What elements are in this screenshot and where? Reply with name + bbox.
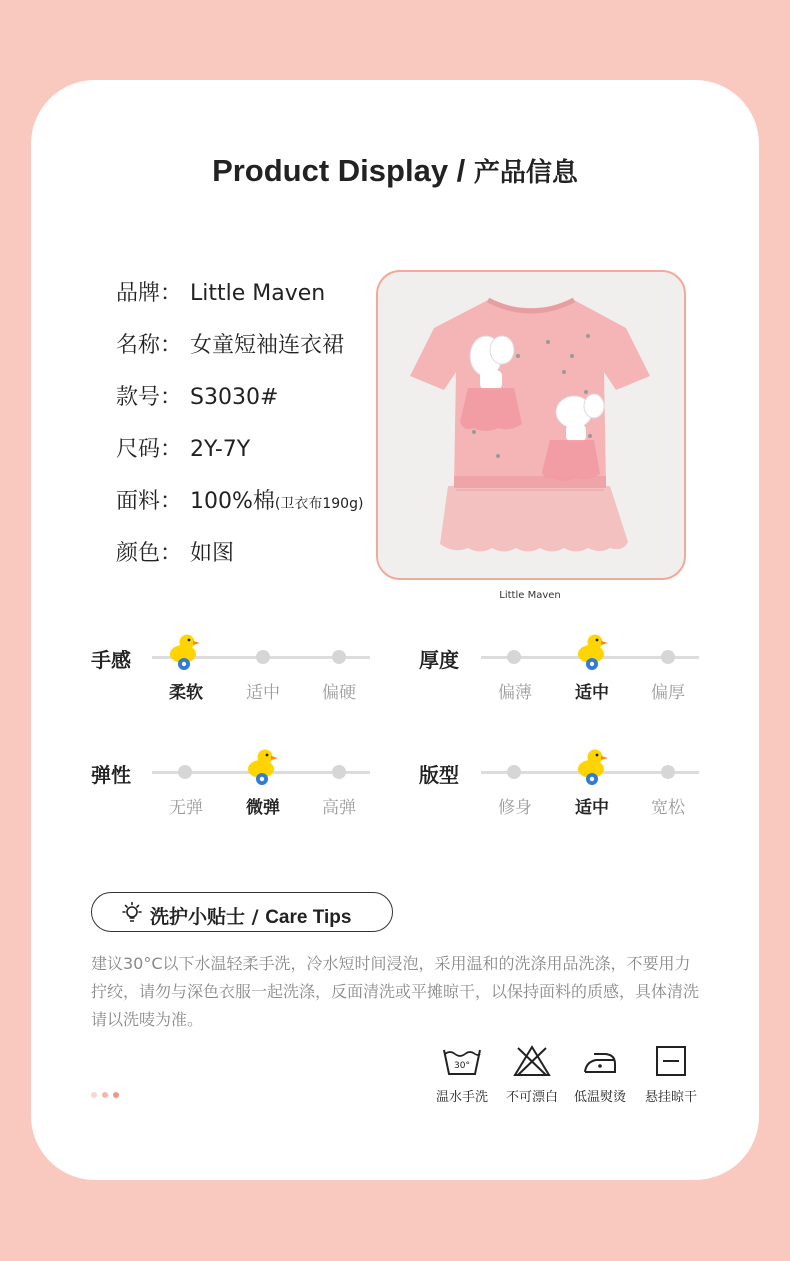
no-bleach-icon	[512, 1044, 552, 1078]
scale-label-thickness: 厚度	[419, 648, 459, 672]
scale-option: 无弹	[169, 798, 203, 818]
spec-label: 品牌：	[116, 281, 183, 306]
scale-option-selected: 适中	[575, 683, 609, 703]
duck-marker-icon	[168, 632, 202, 672]
spec-value: 如图	[190, 541, 235, 566]
spec-style-number	[116, 380, 278, 411]
spec-value: S3030#	[190, 385, 279, 410]
scale-option: 修身	[498, 798, 532, 818]
wash-temperature: 30°	[454, 1061, 470, 1071]
spec-name	[116, 328, 344, 359]
dress-illustration	[378, 272, 684, 578]
spec-note: (卫衣布190g)	[274, 496, 364, 512]
duck-marker-icon	[576, 747, 610, 787]
title-en: Product Display	[212, 153, 449, 188]
scale-option: 适中	[246, 683, 280, 703]
scale-dot	[332, 650, 346, 664]
scale-label-elasticity: 弹性	[91, 763, 131, 787]
pagination-dot	[113, 1092, 119, 1098]
spec-size	[116, 432, 250, 463]
page-title	[0, 152, 790, 189]
spec-label: 款号：	[116, 385, 183, 410]
hang-dry-icon	[651, 1044, 691, 1078]
pagination-dot	[91, 1092, 97, 1098]
scale-option-selected: 微弹	[246, 798, 280, 818]
care-tips-separator: /	[245, 906, 266, 928]
scale-option: 宽松	[651, 798, 685, 818]
spec-value: 100%棉	[190, 489, 275, 514]
scale-option: 偏硬	[322, 683, 356, 703]
scale-dot	[332, 765, 346, 779]
care-instructions: 建议30°C以下水温轻柔手洗，冷水短时间浸泡，采用温和的洗涤用品洗涤，不要用力拧绞，请勿与深色衣服一起洗涤，反面清洗或平摊晾干，以保持面料的质感，具体清洗请以洗唛为准。	[91, 954, 700, 1029]
care-tips-en: Care Tips	[265, 907, 352, 928]
spec-label: 面料：	[116, 489, 183, 514]
scale-option: 高弹	[322, 798, 356, 818]
spec-label: 颜色：	[116, 541, 183, 566]
scale-option-selected: 适中	[575, 798, 609, 818]
spec-fabric	[116, 484, 363, 515]
scale-dot	[661, 765, 675, 779]
scale-option: 偏薄	[498, 683, 532, 703]
title-cn: 产品信息	[473, 158, 578, 188]
care-tips-cn: 洗护小贴士	[150, 906, 246, 928]
low-iron-icon	[580, 1044, 620, 1078]
spec-value: 女童短袖连衣裙	[190, 333, 345, 358]
care-label-hang-dry: 悬挂晾干	[644, 1090, 697, 1105]
title-separator: /	[448, 153, 474, 188]
scale-dot	[661, 650, 675, 664]
care-label-no-bleach: 不可漂白	[505, 1090, 558, 1105]
hand-wash-30-icon	[442, 1044, 482, 1078]
care-label-low-iron: 低温熨烫	[573, 1090, 626, 1105]
scale-dot	[507, 765, 521, 779]
scale-option: 偏厚	[651, 683, 685, 703]
spec-value: 2Y-7Y	[190, 437, 251, 462]
care-tips-pill	[91, 892, 393, 932]
scale-dot	[178, 765, 192, 779]
spec-brand	[116, 276, 325, 307]
care-tips-title	[150, 902, 351, 929]
scale-dot	[507, 650, 521, 664]
care-label-hand-wash: 温水手洗	[435, 1090, 488, 1105]
pagination-dot	[102, 1092, 108, 1098]
spec-color	[116, 536, 234, 567]
spec-value: Little Maven	[190, 281, 326, 306]
photo-caption: Little Maven	[499, 590, 561, 601]
spec-label: 名称：	[116, 333, 183, 358]
scale-label-fit: 版型	[419, 763, 459, 787]
scale-option-selected: 柔软	[169, 683, 203, 703]
duck-marker-icon	[576, 632, 610, 672]
scale-label-feel: 手感	[91, 648, 131, 672]
spec-label: 尺码：	[116, 437, 183, 462]
duck-marker-icon	[246, 747, 280, 787]
product-photo	[376, 270, 686, 580]
lightbulb-icon	[120, 901, 144, 925]
scale-dot	[256, 650, 270, 664]
